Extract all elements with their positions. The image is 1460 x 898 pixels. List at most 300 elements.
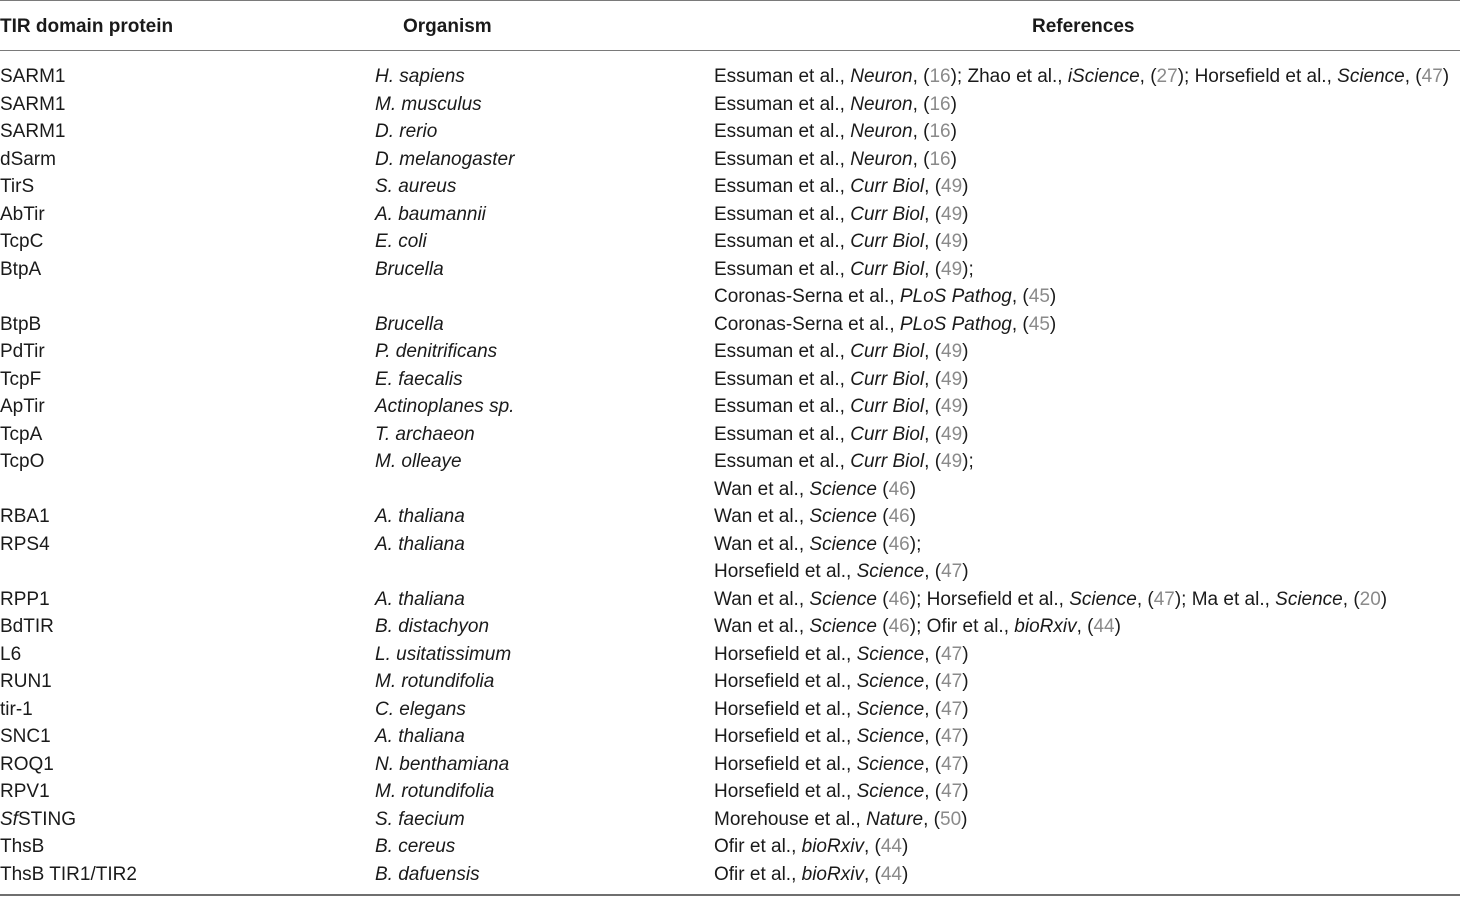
table-row (0, 283, 1460, 311)
cell-protein (0, 833, 44, 861)
table-row (0, 366, 1460, 394)
cell-text: , ( (1342, 588, 1360, 610)
citation-number: 16 (929, 66, 951, 87)
cell-text: ( (877, 533, 889, 555)
table-row (0, 696, 1460, 724)
cell-text: SARM1 (0, 66, 66, 87)
journal-name: bioRxiv (801, 836, 864, 857)
cell-references (714, 448, 974, 476)
cell-text: Wan et al., (714, 533, 810, 555)
table-row (0, 228, 1460, 256)
cell-text: Coronas-Serna et al., (714, 313, 900, 335)
cell-protein (0, 118, 65, 146)
citation-number: 27 (1156, 66, 1178, 87)
cell-text: Wan et al., (714, 506, 810, 527)
cell-text: L6 (0, 643, 22, 665)
citation-number: 49 (941, 451, 963, 472)
table-row (0, 558, 1460, 586)
cell-text: Essuman et al., (714, 258, 851, 280)
cell-text: , ( (924, 203, 942, 225)
cell-organism: A. thaliana (375, 533, 465, 555)
table-row (0, 613, 1460, 641)
cell-references (714, 503, 916, 531)
table-row (0, 861, 1460, 889)
cell-references (714, 861, 908, 889)
journal-name: Science (856, 753, 925, 775)
cell-text: , ( (924, 671, 942, 692)
cell-organism: T. archaeon (375, 423, 475, 445)
citation-number: 16 (929, 148, 951, 170)
cell-text: Essuman et al., (714, 148, 851, 170)
cell-text: Horsefield et al., (714, 753, 857, 775)
cell-text: ) (962, 176, 969, 197)
table-row (0, 806, 1460, 834)
cell-organism: A. thaliana (375, 506, 465, 527)
cell-text: ( (877, 478, 889, 500)
cell-text: Horsefield et al., (714, 698, 857, 720)
citation-number: 44 (880, 863, 902, 885)
cell-organism: H. sapiens (375, 66, 465, 87)
citation-number: 47 (941, 726, 963, 747)
citation-number: 47 (941, 643, 963, 665)
journal-name: Science (856, 698, 925, 720)
cell-references (714, 586, 1387, 614)
cell-text: Wan et al., (714, 588, 810, 610)
cell-organism: A. baumannii (375, 203, 486, 225)
cell-references (714, 338, 969, 366)
cell-references (714, 696, 969, 724)
cell-organism: C. elegans (375, 698, 466, 720)
cell-text: ( (877, 506, 889, 527)
cell-text: , ( (1011, 286, 1029, 307)
cell-text: TcpA (0, 423, 43, 445)
table-row (0, 833, 1460, 861)
cell-text: TirS (0, 176, 35, 197)
cell-references (714, 173, 969, 201)
cell-text: BtpA (0, 258, 42, 280)
cell-text: , ( (924, 753, 942, 775)
cell-text: Essuman et al., (714, 423, 851, 445)
cell-text: Essuman et al., (714, 176, 851, 197)
cell-text: , ( (924, 423, 942, 445)
table-row (0, 531, 1460, 559)
journal-name: Science (809, 478, 877, 500)
cell-references (714, 283, 1056, 311)
citation-number: 47 (1153, 588, 1175, 610)
cell-references (714, 63, 1449, 91)
cell-protein (0, 696, 33, 724)
cell-organism: B. cereus (375, 836, 456, 857)
journal-name: Neuron (850, 121, 913, 142)
cell-protein (0, 393, 45, 421)
cell-references (714, 256, 974, 284)
journal-name: Science (856, 561, 925, 582)
table-bottom-rule (0, 894, 1460, 896)
cell-protein (0, 366, 41, 394)
cell-text: ) (962, 203, 969, 225)
cell-references (714, 723, 969, 751)
citation-number: 49 (941, 258, 963, 280)
table-row (0, 586, 1460, 614)
cell-text: ) (950, 121, 957, 142)
cell-text: Essuman et al., (714, 203, 851, 225)
cell-text: , ( (912, 93, 930, 115)
cell-text: Morehouse et al., (714, 808, 867, 830)
cell-references (714, 613, 1121, 641)
cell-text: AbTir (0, 203, 45, 225)
cell-text: PdTir (0, 341, 45, 362)
table-row (0, 723, 1460, 751)
cell-organism: A. thaliana (375, 726, 465, 747)
cell-organism: B. distachyon (375, 616, 490, 637)
cell-text: ) (909, 478, 917, 500)
cell-text: , ( (924, 396, 942, 417)
citation-number: 47 (941, 698, 963, 720)
cell-references (714, 668, 969, 696)
cell-organism: L. usitatissimum (375, 643, 512, 665)
journal-name: Science (809, 533, 877, 555)
cell-references (714, 228, 969, 256)
table-row (0, 751, 1460, 779)
cell-protein (0, 778, 50, 806)
cell-text: Horsefield et al., (714, 561, 857, 582)
cell-text: , ( (924, 258, 942, 280)
cell-text: SARM1 (0, 93, 66, 115)
journal-name: Nature (866, 808, 924, 830)
cell-text: TcpF (0, 368, 42, 390)
cell-text: Essuman et al., (714, 396, 851, 417)
cell-organism: Brucella (375, 258, 444, 280)
cell-protein (0, 861, 137, 889)
journal-name: Neuron (850, 93, 913, 115)
cell-text: ROQ1 (0, 753, 54, 775)
cell-text: ) (962, 231, 969, 252)
journal-name: Curr Biol (850, 451, 925, 472)
cell-text: ) (962, 396, 969, 417)
journal-name: Curr Biol (850, 368, 925, 390)
cell-text: Horsefield et al., (714, 671, 857, 692)
cell-text: ) (1049, 286, 1057, 307)
cell-protein (0, 256, 41, 284)
cell-references (714, 146, 957, 174)
cell-text: , ( (1139, 66, 1157, 87)
cell-text: , ( (924, 726, 942, 747)
table-row (0, 503, 1460, 531)
journal-name: Science (1337, 66, 1405, 87)
cell-text: ) (1380, 588, 1388, 610)
cell-text: , ( (1136, 588, 1154, 610)
cell-protein (0, 311, 41, 339)
cell-references (714, 393, 969, 421)
cell-protein (0, 173, 34, 201)
cell-text: ) (950, 148, 957, 170)
cell-text: ) (962, 781, 969, 802)
citation-number: 47 (941, 753, 963, 775)
cell-organism: E. faecalis (375, 368, 463, 390)
cell-text: , ( (912, 148, 930, 170)
table-header-rule (0, 50, 1460, 51)
cell-protein (0, 448, 44, 476)
cell-organism: D. rerio (375, 121, 438, 142)
cell-text: ); (962, 258, 974, 280)
journal-name: Curr Biol (850, 396, 925, 417)
cell-text: Horsefield et al., (714, 726, 857, 747)
table-row (0, 256, 1460, 284)
table-row (0, 668, 1460, 696)
cell-organism: S. faecium (375, 808, 465, 830)
cell-text: ( (877, 616, 889, 637)
cell-organism: M. rotundifolia (375, 671, 495, 692)
cell-text: ); Ma et al., (1174, 588, 1276, 610)
table-row (0, 63, 1460, 91)
table-row (0, 201, 1460, 229)
cell-text: , ( (923, 808, 941, 830)
cell-protein (0, 586, 50, 614)
citation-number: 49 (941, 368, 963, 390)
cell-text: Essuman et al., (714, 231, 851, 252)
cell-protein (0, 338, 45, 366)
cell-text: , ( (1011, 313, 1029, 335)
journal-name: bioRxiv (801, 863, 864, 885)
journal-name: Curr Biol (850, 176, 925, 197)
cell-text: , ( (924, 231, 942, 252)
cell-text: ); Horsefield et al., (1177, 66, 1338, 87)
journal-name: Science (1069, 588, 1137, 610)
journal-name: Curr Biol (850, 423, 925, 445)
table-row (0, 641, 1460, 669)
cell-organism: E. coli (375, 231, 427, 252)
cell-text: ) (901, 836, 909, 857)
journal-name: Science (856, 643, 925, 665)
cell-text: ApTir (0, 396, 45, 417)
cell-protein (0, 228, 43, 256)
table-row (0, 311, 1460, 339)
cell-text: SNC1 (0, 726, 51, 747)
citation-number: 49 (941, 203, 963, 225)
cell-text: ) (962, 423, 969, 445)
cell-text: ) (962, 341, 969, 362)
cell-protein (0, 63, 65, 91)
cell-text: , ( (863, 836, 881, 857)
cell-protein (0, 641, 21, 669)
cell-references (714, 366, 969, 394)
cell-text: ( (877, 588, 889, 610)
table-row (0, 146, 1460, 174)
table-top-rule (0, 0, 1460, 1)
cell-text: ); (962, 451, 974, 472)
cell-protein (0, 91, 65, 119)
cell-references (714, 311, 1056, 339)
table-row (0, 393, 1460, 421)
citation-number: 20 (1359, 588, 1381, 610)
cell-text: ) (962, 698, 969, 720)
cell-text: TcpO (0, 451, 45, 472)
citation-number: 44 (880, 836, 902, 857)
cell-text: Essuman et al., (714, 368, 851, 390)
journal-name: Sf (0, 808, 18, 830)
cell-text: RPS4 (0, 533, 50, 555)
cell-text: ) (1442, 66, 1450, 87)
cell-organism: Actinoplanes sp. (375, 396, 515, 417)
cell-organism: B. dafuensis (375, 863, 480, 885)
cell-text: , ( (924, 368, 942, 390)
citation-number: 45 (1028, 286, 1050, 307)
journal-name: Science (809, 616, 877, 637)
cell-references (714, 476, 916, 504)
cell-protein (0, 201, 45, 229)
cell-text: ) (1049, 313, 1057, 335)
cell-references (714, 421, 969, 449)
journal-name: Curr Biol (850, 258, 925, 280)
cell-text: Essuman et al., (714, 341, 851, 362)
journal-name: iScience (1067, 66, 1140, 87)
citation-number: 50 (940, 808, 962, 830)
citation-number: 49 (941, 341, 963, 362)
cell-text: , ( (924, 643, 942, 665)
cell-text: RBA1 (0, 506, 50, 527)
cell-text: Horsefield et al., (714, 643, 857, 665)
cell-text: dSarm (0, 148, 56, 170)
cell-text: , ( (912, 66, 930, 87)
table-row (0, 448, 1460, 476)
cell-text: RUN1 (0, 671, 52, 692)
cell-text: , ( (912, 121, 930, 142)
table-row (0, 778, 1460, 806)
column-header-references: References (1032, 16, 1135, 37)
citation-number: 46 (888, 616, 910, 637)
journal-name: PLoS Pathog (899, 313, 1012, 335)
cell-text: ); Zhao et al., (950, 66, 1068, 87)
cell-protein (0, 613, 54, 641)
cell-organism: D. melanogaster (375, 148, 515, 170)
cell-text: ) (962, 671, 969, 692)
cell-text: SARM1 (0, 121, 66, 142)
cell-organism: M. musculus (375, 93, 482, 115)
cell-protein (0, 503, 50, 531)
citation-number: 46 (888, 588, 910, 610)
citation-number: 46 (888, 478, 910, 500)
journal-name: Science (1275, 588, 1343, 610)
cell-organism: N. benthamiana (375, 753, 510, 775)
cell-text: Coronas-Serna et al., (714, 286, 900, 307)
journal-name: Curr Biol (850, 231, 925, 252)
cell-text: , ( (863, 863, 881, 885)
journal-name: Science (856, 781, 925, 802)
journal-name: Science (809, 588, 877, 610)
table-row (0, 118, 1460, 146)
cell-text: ThsB TIR1/TIR2 (0, 863, 137, 885)
journal-name: Neuron (850, 66, 913, 87)
cell-text: ) (961, 808, 968, 830)
cell-references (714, 201, 969, 229)
column-header-protein: TIR domain protein (0, 16, 174, 37)
cell-text: Ofir et al., (714, 863, 802, 885)
citation-number: 45 (1028, 313, 1050, 335)
cell-organism: S. aureus (375, 176, 457, 197)
column-header-organism: Organism (403, 16, 492, 37)
cell-references (714, 751, 969, 779)
cell-text: , ( (924, 451, 942, 472)
citation-number: 49 (941, 231, 963, 252)
journal-name: bioRxiv (1014, 616, 1077, 637)
citation-number: 49 (941, 176, 963, 197)
cell-organism: A. thaliana (375, 588, 465, 610)
cell-text: Essuman et al., (714, 66, 851, 87)
cell-protein (0, 668, 52, 696)
cell-organism: P. denitrificans (375, 341, 498, 362)
cell-text: ) (962, 643, 969, 665)
cell-text: ) (1114, 616, 1121, 637)
cell-text: RPV1 (0, 781, 50, 802)
cell-text: , ( (1076, 616, 1094, 637)
table-row (0, 421, 1460, 449)
table-body (0, 63, 1460, 888)
cell-references (714, 91, 957, 119)
cell-text: , ( (924, 561, 942, 582)
cell-organism: M. olleaye (375, 451, 462, 472)
cell-text: , ( (924, 698, 942, 720)
cell-text: ) (901, 863, 909, 885)
cell-references (714, 118, 957, 146)
cell-text: tir-1 (0, 698, 33, 720)
cell-references (714, 833, 908, 861)
cell-text: ) (909, 506, 917, 527)
cell-text: ) (962, 561, 969, 582)
citation-number: 49 (941, 396, 963, 417)
journal-name: Science (856, 726, 925, 747)
cell-references (714, 806, 967, 834)
citation-number: 44 (1093, 616, 1115, 637)
cell-text: ) (950, 93, 957, 115)
cell-protein (0, 531, 50, 559)
cell-protein (0, 421, 42, 449)
cell-text: ThsB (0, 836, 45, 857)
cell-text: , ( (924, 176, 942, 197)
cell-references (714, 558, 969, 586)
cell-organism: M. rotundifolia (375, 781, 495, 802)
cell-text: Wan et al., (714, 616, 810, 637)
cell-text: , ( (1404, 66, 1422, 87)
cell-text: RPP1 (0, 588, 50, 610)
cell-text: ) (962, 753, 969, 775)
cell-text: Essuman et al., (714, 121, 851, 142)
cell-text: , ( (924, 341, 942, 362)
cell-text: ) (962, 726, 969, 747)
citation-number: 49 (941, 423, 963, 445)
citation-number: 46 (888, 506, 910, 527)
journal-name: Science (809, 506, 877, 527)
table-row (0, 173, 1460, 201)
cell-protein (0, 806, 76, 834)
journal-name: Neuron (850, 148, 913, 170)
cell-text: ) (962, 368, 969, 390)
journal-name: PLoS Pathog (899, 286, 1012, 307)
cell-references (714, 641, 969, 669)
cell-text: STING (17, 808, 77, 830)
cell-text: , ( (924, 781, 942, 802)
table-row (0, 338, 1460, 366)
citation-number: 16 (929, 121, 951, 142)
table-row (0, 476, 1460, 504)
cell-text: ); Ofir et al., (909, 616, 1015, 637)
cell-text: BdTIR (0, 616, 54, 637)
citation-number: 47 (1421, 66, 1443, 87)
cell-protein (0, 146, 56, 174)
journal-name: Science (856, 671, 925, 692)
cell-protein (0, 751, 54, 779)
cell-text: BtpB (0, 313, 42, 335)
cell-text: Ofir et al., (714, 836, 802, 857)
